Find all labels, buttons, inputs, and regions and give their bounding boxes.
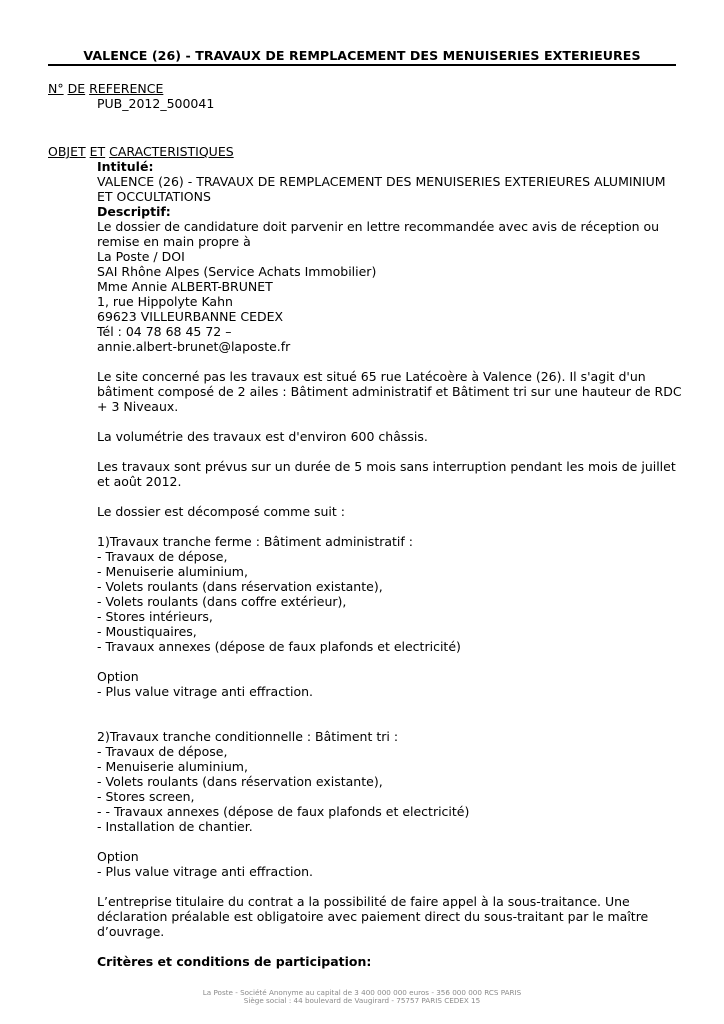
option1-line: Option [97,669,139,684]
tranche1-line: - Stores intérieurs, [97,609,213,624]
option1-line: - Plus value vitrage anti effraction. [97,684,314,699]
paragraph-gap [97,714,687,729]
footer-line: La Poste - Société Anonyme au capital de 3 400 000 000 euros - 356 000 000 RCS PARIS [202,988,522,997]
paragraph-gap [97,444,687,459]
tranche2-line: - Installation de chantier. [97,819,253,834]
decomposition-line: Le dossier est décomposé comme suit : [97,504,345,519]
address-line: Mme Annie ALBERT-BRUNET [97,279,273,294]
paragraph-gap [97,939,687,954]
descriptif-label: Descriptif: [97,204,171,219]
site-line: + 3 Niveaux. [97,399,179,414]
subcontract-line: déclaration préalable est obligatoire avec paiement direct du sous-traitant par le maître [97,909,649,924]
option2-line: Option [97,849,139,864]
tranche1-line: - Moustiquaires, [97,624,197,639]
title-underline-rule [48,64,676,66]
tranche1-line: 1)Travaux tranche ferme : Bâtiment administratif : [97,534,413,549]
duration-line: Les travaux sont prévus sur un durée de 5 mois sans interruption pendant les mois de juillet [97,459,676,474]
intitule-label: Intitulé: [97,159,154,174]
criteria-heading: Critères et conditions de participation: [97,954,372,969]
tranche2-line: - Stores screen, [97,789,195,804]
paragraph-gap [97,489,687,504]
paragraph-gap [97,519,687,534]
address-line: La Poste / DOI [97,249,185,264]
reference-heading-word: DE [67,81,86,96]
objet-heading-word: ET [89,144,106,159]
phone-line: Tél : 04 78 68 45 72 – [97,324,232,339]
footer-line: Siège social : 44 boulevard de Vaugirard - 75757 PARIS CEDEX 15 [243,996,481,1005]
subcontract-line: d’ouvrage. [97,924,165,939]
volume-line: La volumétrie des travaux est d'environ 600 châssis. [97,429,428,444]
intitule-line: ET OCCULTATIONS [97,189,211,204]
tranche2-line: - Volets roulants (dans réservation existante), [97,774,383,789]
site-line: bâtiment composé de 2 ailes : Bâtiment administratif et Bâtiment tri sur une hauteur de RDC [97,384,682,399]
paragraph-gap [97,414,687,429]
paragraph-gap [97,834,687,849]
reference-heading-word: REFERENCE [89,81,164,96]
address-line: Le dossier de candidature doit parvenir en lettre recommandée avec avis de réception ou [97,219,660,234]
tranche2-line: - Travaux de dépose, [97,744,228,759]
address-line: 1, rue Hippolyte Kahn [97,294,233,309]
tranche2-line: - Menuiserie aluminium, [97,759,248,774]
intitule-line: VALENCE (26) - TRAVAUX DE REMPLACEMENT DES MENUISERIES EXTERIEURES ALUMINIUM [97,174,666,189]
paragraph-gap [97,354,687,369]
objet-heading-word: OBJET [48,144,86,159]
page-footer [0,989,724,1005]
reference-heading [48,81,163,96]
paragraph-gap [97,879,687,894]
paragraph-gap [97,699,687,714]
tranche1-line: - Volets roulants (dans coffre extérieur), [97,594,347,609]
tranche2-line: - - Travaux annexes (dépose de faux plafonds et electricité) [97,804,470,819]
tranche1-line: - Volets roulants (dans réservation existante), [97,579,383,594]
address-line: SAI Rhône Alpes (Service Achats Immobilier) [97,264,377,279]
email-line: annie.albert-brunet@laposte.fr [97,339,291,354]
option2-line: - Plus value vitrage anti effraction. [97,864,314,879]
reference-value: PUB_2012_500041 [97,96,215,111]
objet-heading [48,144,234,159]
document-title: VALENCE (26) - TRAVAUX DE REMPLACEMENT DES MENUISERIES EXTERIEURES [83,48,641,63]
address-line: remise en main propre à [97,234,251,249]
objet-heading-word: CARACTERISTIQUES [109,144,234,159]
tranche2-line: 2)Travaux tranche conditionnelle : Bâtiment tri : [97,729,399,744]
site-line: Le site concerné pas les travaux est situé 65 rue Latécoère à Valence (26). Il s'agit d'un [97,369,646,384]
paragraph-gap [97,654,687,669]
tranche1-line: - Travaux de dépose, [97,549,228,564]
reference-heading-word: N° [48,81,64,96]
tranche1-line: - Travaux annexes (dépose de faux plafonds et electricité) [97,639,461,654]
duration-line: et août 2012. [97,474,182,489]
address-line: 69623 VILLEURBANNE CEDEX [97,309,284,324]
tranche1-line: - Menuiserie aluminium, [97,564,248,579]
objet-body [97,159,687,969]
subcontract-line: L’entreprise titulaire du contrat a la possibilité de faire appel à la sous-traitance. Une [97,894,630,909]
